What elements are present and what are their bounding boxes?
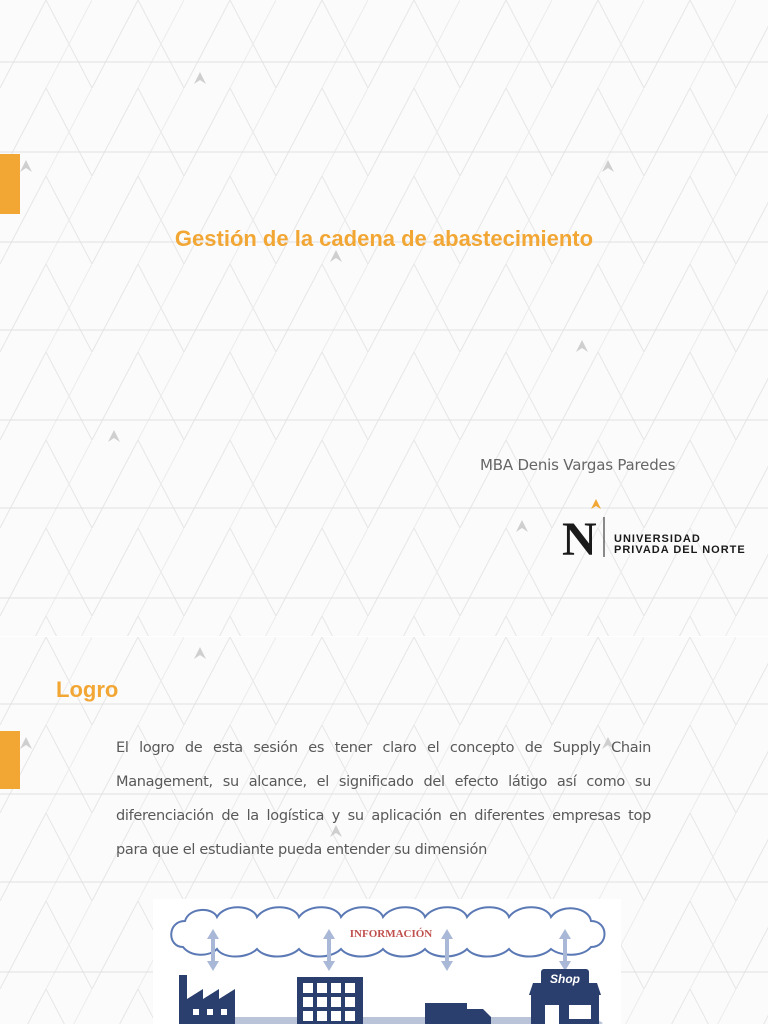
info-label: INFORMACIÓN — [349, 928, 433, 940]
author-name: MBA Denis Vargas Paredes — [480, 456, 676, 474]
section-heading: Logro — [56, 677, 119, 702]
supply-chain-illustration — [153, 899, 621, 1024]
accent-bar — [0, 731, 20, 789]
university-logo — [560, 497, 760, 559]
factory-icon — [179, 975, 235, 1024]
shop-label: Shop — [550, 972, 580, 986]
warehouse-icon — [297, 977, 363, 1024]
shop-icon — [529, 969, 601, 1024]
accent-bar — [0, 154, 20, 214]
slide-title: Gestión de la cadena de abastecimiento — [174, 226, 594, 251]
logo-line-2: PRIVADA DEL NORTE — [614, 544, 746, 556]
upn-n-icon — [560, 497, 610, 559]
objective-paragraph: El logro de esta sesión es tener claro el concepto de Supply Chain Management, su alcance, el significado del efecto látigo así como su diferenciación de la logística y su aplicación en diferentes empresas top para que el estudiante pueda entender su dimensión — [116, 740, 651, 858]
svg-text:N: N — [562, 513, 597, 559]
logo-line-1: UNIVERSIDAD — [614, 533, 701, 545]
supply-chain-diagram — [153, 899, 621, 1024]
truck-icon — [425, 1003, 491, 1024]
content-slide — [0, 637, 768, 1024]
